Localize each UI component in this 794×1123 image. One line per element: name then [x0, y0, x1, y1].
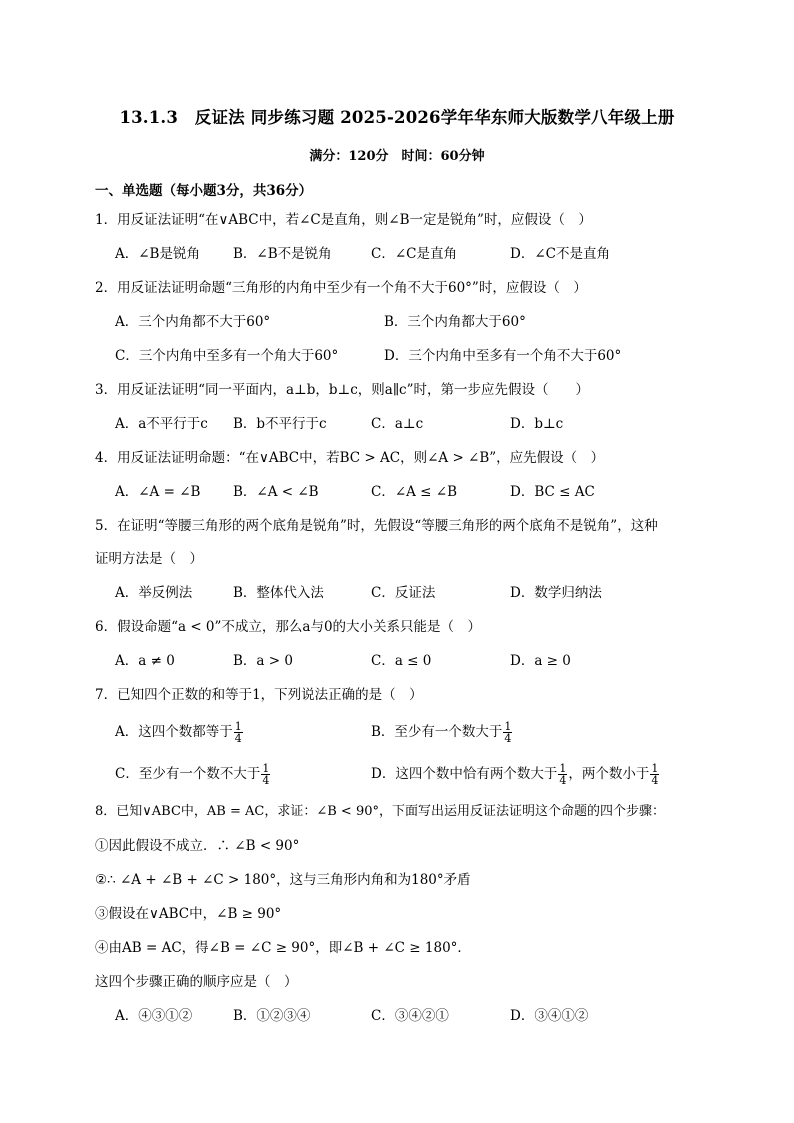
- question-7-option-d-text: D．这四个数中恰有两个数大于: [371, 766, 558, 782]
- question-5-stem-continued: 证明方法是（ ）: [95, 551, 203, 567]
- question-3-option-c: C．a⊥c: [371, 416, 424, 432]
- question-4-stem: 4．用反证法证明命题：“在∨ABC中，若BC > AC，则∠A > ∠B”，应先假设（ ）: [95, 450, 605, 466]
- question-4-option-b: B．∠A < ∠B: [233, 484, 319, 500]
- question-7-option-d: [371, 763, 660, 786]
- fraction-one-quarter: $\frac{1}{4}$: [262, 762, 270, 787]
- question-5-stem: 5．在证明“等腰三角形的两个底角是锐角”时，先假设“等腰三角形的两个底角不是锐角”，这种: [95, 518, 658, 534]
- question-8-option-d: D．③④①②: [510, 1008, 589, 1024]
- question-7-option-c-text: C．至少有一个数不大于: [115, 766, 261, 782]
- question-2-stem: 2．用反证法证明命题“三角形的内角中至少有一个角不大于60°”时，应假设（ ）: [95, 280, 587, 296]
- section-heading: 一、单选题（每小题3分，共36分）: [95, 183, 313, 199]
- fraction-one-quarter: $\frac{1}{4}$: [651, 762, 659, 787]
- question-5-option-a: A．举反例法: [115, 585, 193, 601]
- question-8-step-4: ④由AB = AC，得∠B = ∠C ≥ 90°，即∠B + ∠C ≥ 180°．: [95, 940, 471, 956]
- question-3-option-d: D．b⊥c: [510, 416, 564, 432]
- question-6-stem: 6．假设命题“a < 0”不成立，那么a与0的大小关系只能是（ ）: [95, 619, 482, 635]
- fraction-one-quarter: $\frac{1}{4}$: [234, 720, 242, 745]
- question-7-option-a-text: A．这四个数都等于: [115, 724, 233, 740]
- question-5-option-b: B．整体代入法: [233, 585, 324, 601]
- question-3-option-b: B．b不平行于c: [233, 416, 327, 432]
- question-8-option-c: C．③④②①: [371, 1008, 449, 1024]
- fraction-one-quarter: $\frac{1}{4}$: [559, 762, 567, 787]
- question-8-step-3: ③假设在∨ABC中，∠B ≥ 90°: [95, 906, 282, 922]
- question-2-option-a: A．三个内角都不大于60°: [115, 314, 271, 330]
- fraction-one-quarter: $\frac{1}{4}$: [504, 720, 512, 745]
- question-7-stem: 7．已知四个正数的和等于1，下列说法正确的是（ ）: [95, 687, 423, 703]
- question-1-option-d: D．∠C不是直角: [510, 246, 610, 262]
- question-6-option-d: D．a ≥ 0: [510, 653, 571, 669]
- question-8-step-2: ②∴ ∠A + ∠B + ∠C > 180°，这与三角形内角和为180°矛盾: [95, 872, 471, 888]
- question-8-option-b: B．①②③④: [233, 1008, 311, 1024]
- question-4-option-a: A．∠A = ∠B: [115, 484, 201, 500]
- question-6-option-a: A．a ≠ 0: [115, 653, 175, 669]
- question-4-option-c: C．∠A ≤ ∠B: [371, 484, 458, 500]
- question-7-option-b-text: B．至少有一个数大于: [371, 724, 503, 740]
- question-2-option-b: B．三个内角都大于60°: [384, 314, 526, 330]
- question-7-option-c: [115, 763, 271, 786]
- document-title: 13.1.3 反证法 同步练习题 2025-2026学年华东师大版数学八年级上册: [119, 108, 675, 127]
- question-8-step-1: ①因此假设不成立．∴ ∠B < 90°: [95, 838, 300, 854]
- question-1-stem: 1．用反证法证明“在∨ABC中，若∠C是直角，则∠B一定是锐角”时，应假设（ ）: [95, 212, 592, 228]
- question-5-option-c: C．反证法: [371, 585, 436, 601]
- question-2-option-d: D．三个内角中至多有一个角不大于60°: [384, 348, 622, 364]
- question-5-option-d: D．数学归纳法: [510, 585, 602, 601]
- question-1-option-c: C．∠C是直角: [371, 246, 457, 262]
- question-3-stem: 3．用反证法证明“同一平面内，a⊥b，b⊥c，则a∥c”时，第一步应先假设（ ）: [95, 382, 590, 398]
- question-7-option-a: [115, 721, 244, 744]
- question-3-option-a: A．a不平行于c: [115, 416, 208, 432]
- question-2-option-c: C．三个内角中至多有一个角大于60°: [115, 348, 339, 364]
- question-6-option-b: B．a > 0: [233, 653, 293, 669]
- question-6-option-c: C．a ≤ 0: [371, 653, 432, 669]
- question-1-option-a: A．∠B是锐角: [115, 246, 200, 262]
- question-7-option-b: [371, 721, 513, 744]
- question-1-option-b: B．∠B不是锐角: [233, 246, 332, 262]
- question-7-option-d-tail: ，两个数小于: [568, 766, 650, 782]
- question-4-option-d: D．BC ≤ AC: [510, 484, 595, 500]
- question-8-option-a: A．④③①②: [115, 1008, 193, 1024]
- document-subtitle: 满分：120分 时间：60分钟: [309, 149, 485, 164]
- question-8-stem: 8．已知∨ABC中，AB = AC，求证：∠B < 90°，下面写出运用反证法证明这个命题的四个步骤：: [95, 804, 665, 819]
- question-8-stem-continued: 这四个步骤正确的顺序应是（ ）: [95, 974, 298, 990]
